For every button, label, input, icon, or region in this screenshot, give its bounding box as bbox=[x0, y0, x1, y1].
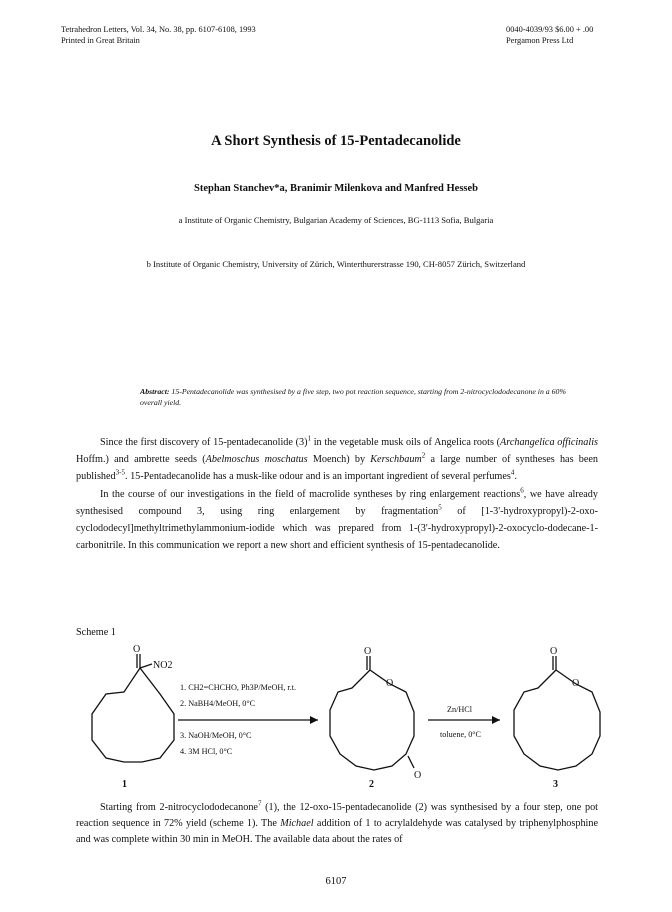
affiliation-a: a Institute of Organic Chemistry, Bulgarian Academy of Sciences, BG-1113 Sofia, Bulgaria bbox=[178, 215, 494, 225]
ketone-o-label-2: O bbox=[414, 770, 422, 781]
condition-toluene: toluene, 0°C bbox=[440, 730, 482, 739]
compound-number-3: 3 bbox=[553, 779, 558, 790]
journal-citation: Tetrahedron Letters, Vol. 34, No. 38, pp. 6107-6108, 1993 bbox=[61, 25, 256, 34]
abstract-text: 15-Pentadecanolide was synthesised by a five step, two pot reaction sequence, starting from 2-nitrocyclododecanone in a 60% overall yield. bbox=[140, 387, 566, 407]
carbonyl-o-label-3: O bbox=[550, 646, 558, 657]
ring-o-label-2: O bbox=[386, 678, 394, 689]
page-number: 6107 bbox=[325, 876, 347, 887]
intro-text bbox=[76, 434, 598, 554]
paragraph-3: Starting from 2-nitrocyclododecanone$^7$ (1), the 12-oxo-15-pentadecanolide (2) was synthesised by a four step, one pot reaction sequence in 72% yield (scheme 1). The Michael addition of 1 to acrylaldehyde was catalysed by triphenylphosphine and was complete within 30 min in MeOH. The available data about the rates of bbox=[76, 799, 599, 845]
condition-step-2: 2. NaBH4/MeOH, 0°C bbox=[180, 699, 256, 708]
abstract-label: Abstract: bbox=[140, 387, 170, 396]
paper-title: A Short Synthesis of 15-Pentadecanolide bbox=[211, 133, 461, 149]
journal-header-right bbox=[506, 24, 593, 46]
abstract bbox=[140, 386, 580, 408]
author-list: Stephan Stanchev*a, Branimir Milenkova and Manfred Hesseb bbox=[193, 183, 478, 194]
ring-o-label-3: O bbox=[572, 678, 580, 689]
compound-number-2: 2 bbox=[369, 779, 374, 790]
condition-step-3: 3. NaOH/MeOH, 0°C bbox=[180, 731, 252, 740]
paragraph-1: Since the first discovery of 15-pentadecanolide $(3)^1$ in the vegetable musk oils of Angelica roots (Archangelica officinalis Hoffm.) and ambrette seeds (Abelmoschus moschatus Moench) by Kerschbaum$^2$ a large number of syntheses has been published$^{3-5}$. 15-Pentadecanolide has a musk-like odour and is an important ingredient of several perfumes$^4$. bbox=[76, 434, 598, 483]
scheme-label: Scheme 1 bbox=[76, 627, 116, 638]
reaction-scheme bbox=[0, 640, 672, 800]
print-location: Printed in Great Britain bbox=[61, 36, 140, 45]
condition-step-1: 1. CH2=CHCHO, Ph3P/MeOH, r.t. bbox=[180, 683, 297, 692]
publisher: Pergamon Press Ltd bbox=[506, 36, 574, 45]
paragraph-2: In the course of our investigations in the field of macrolide syntheses by ring enlargement reactions$^6$, we have already synthesised compound 3, using ring enlargement by fragmentation$^5$ of [1-3'-hydroxypropyl)-2-oxo-cyclododecyl]methyltrimethylammonium-iodide which was prepared from 1-(3'-hydroxypropyl)-2-oxocyclo-dodecane-1-carbonitrile. In this communication we report a new short and efficient synthesis of 15-pentadecanolide. bbox=[76, 486, 598, 552]
compound-3-structure bbox=[514, 656, 600, 770]
condition-step-4: 4. 3M HCl, 0°C bbox=[180, 747, 233, 756]
affiliation-b: b Institute of Organic Chemistry, University of Zürich, Winterthurerstrasse 190, CH-8057 Zürich, Switzerland bbox=[146, 259, 526, 269]
nitro-group-label: NO2 bbox=[153, 660, 173, 671]
compound-2-structure bbox=[330, 656, 414, 770]
condition-zn-hcl: Zn/HCl bbox=[447, 705, 473, 714]
compound-number-1: 1 bbox=[122, 779, 127, 790]
issn-price: 0040-4039/93 $6.00 + .00 bbox=[506, 25, 594, 34]
carbonyl-o-label-2: O bbox=[364, 646, 372, 657]
carbonyl-o-label-1: O bbox=[133, 644, 141, 655]
results-text bbox=[76, 800, 598, 848]
journal-header-left bbox=[61, 24, 256, 46]
